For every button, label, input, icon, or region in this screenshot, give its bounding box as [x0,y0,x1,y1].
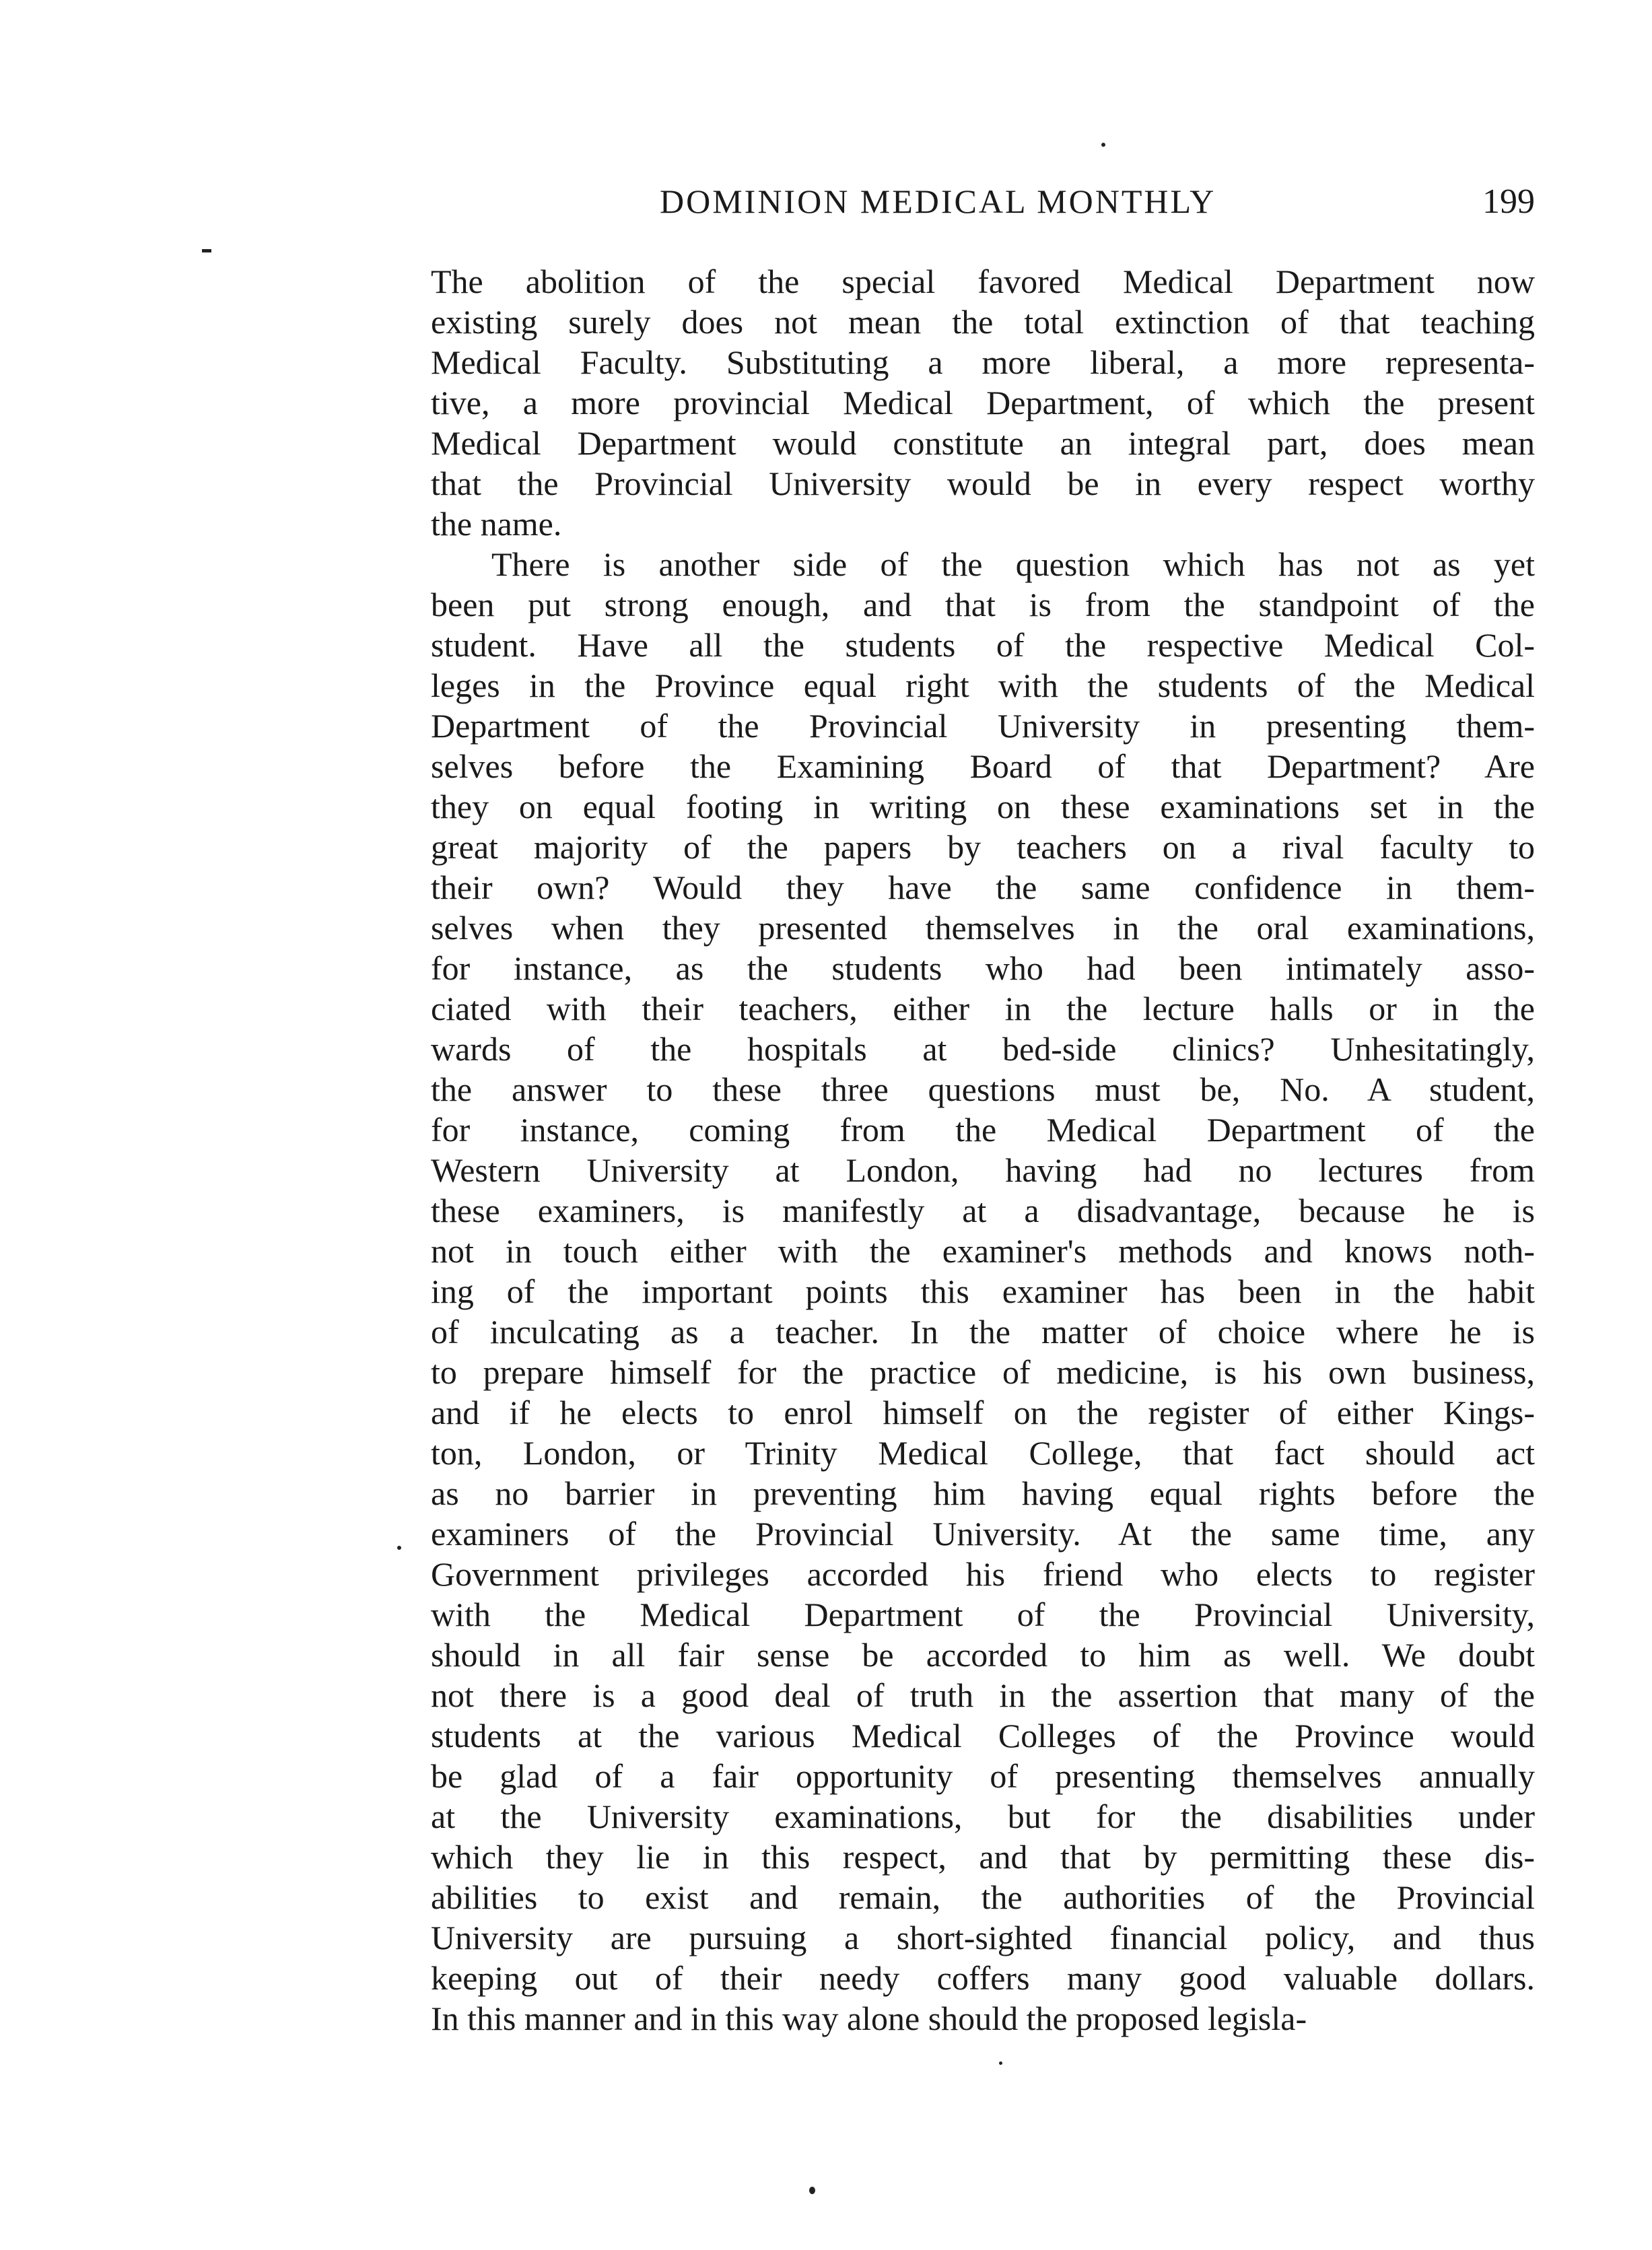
text-line: selves before the Examining Board of that Department? Are [431,747,1535,785]
margin-dash-mark [202,249,211,252]
text-line: student. Have all the students of the respective Medical Col- [431,626,1535,664]
text-line: be glad of a fair opportunity of presenting themselves annually [431,1757,1535,1795]
text-line: they on equal footing in writing on these examinations set in the [431,788,1535,825]
text-line: leges in the Province equal right with the students of the Medical [431,667,1535,704]
running-head: DOMINION MEDICAL MONTHLY [660,182,1216,220]
text-line: students at the various Medical Colleges of the Province would [431,1717,1535,1754]
page-number: 199 [1482,182,1535,221]
article-body [431,261,1535,2039]
text-line: for instance, as the students who had been intimately asso- [431,949,1535,987]
text-line: for instance, coming from the Medical Department of the [431,1111,1535,1149]
text-line: There is another side of the question which has not as yet [491,545,1535,583]
text-line: Medical Department would constitute an integral part, does mean [431,424,1535,462]
print-speck [809,2187,815,2194]
text-line: selves when they presented themselves in the oral examinations, [431,909,1535,947]
text-line: the answer to these three questions must be, No. A student, [431,1070,1535,1108]
text-line: wards of the hospitals at bed-side clinics? Unhesitatingly, [431,1030,1535,1068]
text-line: Medical Faculty. Substituting a more liberal, a more representa- [431,343,1535,381]
text-line: of inculcating as a teacher. In the matter of choice where he is [431,1313,1535,1351]
page-header [431,182,1535,236]
text-line: examiners of the Provincial University. At the same time, any [431,1515,1535,1553]
text-line: The abolition of the special favored Medical Department now [431,263,1535,300]
text-line: been put strong enough, and that is from the standpoint of the [431,586,1535,623]
text-line: and if he elects to enrol himself on the register of either Kings- [431,1394,1535,1431]
text-line: tive, a more provincial Medical Department, of which the present [431,384,1535,421]
text-line: should in all fair sense be accorded to him as well. We doubt [431,1636,1535,1674]
text-line: great majority of the papers by teachers on a rival faculty to [431,828,1535,866]
text-line: University are pursuing a short-sighted financial policy, and thus [431,1919,1535,1956]
text-line: Department of the Provincial University in presenting them- [431,707,1535,745]
text-line: not there is a good deal of truth in the assertion that many of the [431,1676,1535,1714]
text-line: Government privileges accorded his friend who elects to register [431,1555,1535,1593]
text-line: existing surely does not mean the total extinction of that teaching [431,303,1535,341]
print-speck [999,2061,1002,2065]
text-line: ciated with their teachers, either in the lecture halls or in the [431,990,1535,1027]
print-speck [1101,143,1105,147]
text-line: these examiners, is manifestly at a disadvantage, because he is [431,1192,1535,1229]
text-line: ton, London, or Trinity Medical College, that fact should act [431,1434,1535,1472]
text-line: with the Medical Department of the Provincial University, [431,1596,1535,1633]
text-line: that the Provincial University would be in every respect worthy [431,465,1535,502]
text-line: their own? Would they have the same confidence in them- [431,868,1535,906]
text-line: not in touch either with the examiner's methods and knows noth- [431,1232,1535,1270]
text-line: as no barrier in preventing him having equal rights before the [431,1474,1535,1512]
text-line: keeping out of their needy coffers many good valuable dollars. [431,1959,1535,1997]
text-line: to prepare himself for the practice of medicine, is his own business, [431,1353,1535,1391]
text-line: which they lie in this respect, and that by permitting these dis- [431,1838,1535,1876]
paragraph [431,261,1535,544]
print-speck [397,1546,401,1550]
text-line: abilities to exist and remain, the authorities of the Provincial [431,1878,1535,1916]
text-line: In this manner and in this way alone should the proposed legisla- [431,2000,1307,2037]
paragraph [431,544,1535,2039]
text-line: the name. [431,505,562,543]
text-line: ing of the important points this examiner has been in the habit [431,1272,1535,1310]
text-line: at the University examinations, but for the disabilities under [431,1798,1535,1835]
text-line: Western University at London, having had no lectures from [431,1151,1535,1189]
